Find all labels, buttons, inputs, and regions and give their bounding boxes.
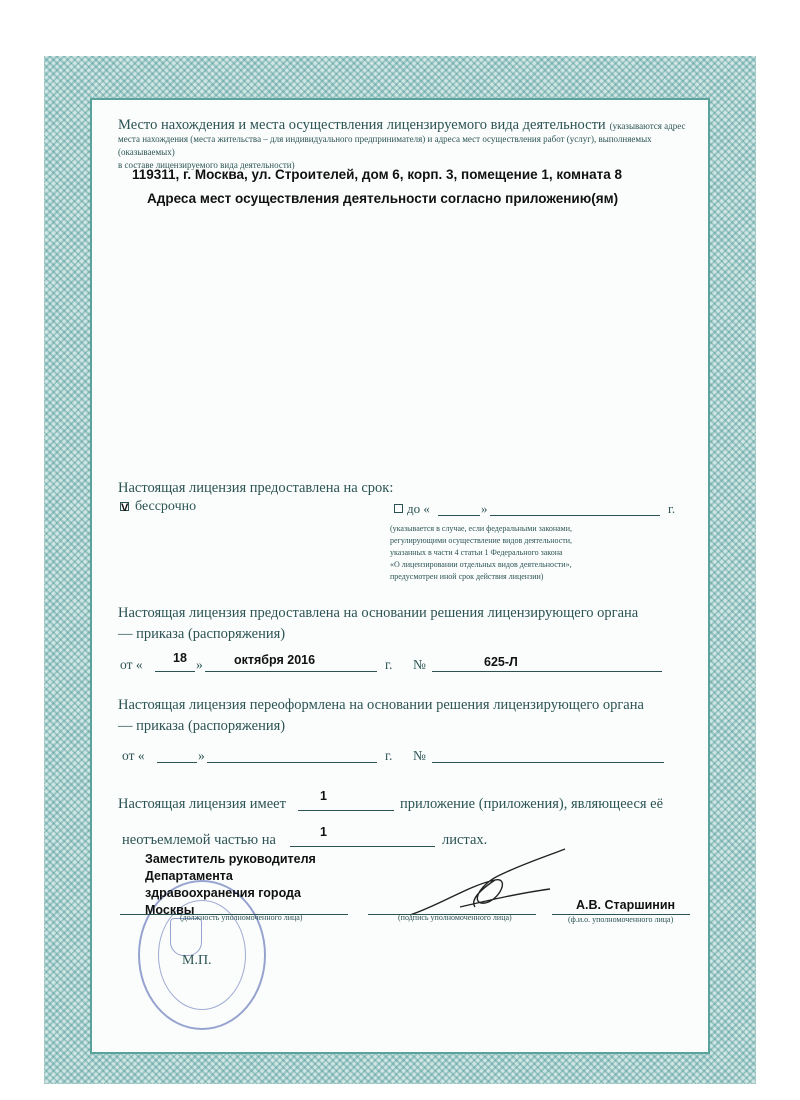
- reissue-label-1: Настоящая лицензия переоформлена на основании решения лицензирующего органа: [118, 697, 644, 713]
- basis-close-quote: »: [196, 657, 203, 672]
- basis-month-year: октября 2016: [234, 653, 316, 667]
- term-footnote: [390, 523, 650, 583]
- position-line-3: здравоохранения города: [145, 886, 301, 900]
- until-prefix: до «: [407, 501, 430, 516]
- reissue-day-line: [157, 762, 197, 763]
- term-footnote-3: указанных в части 4 статьи 1 Федерального закона: [390, 548, 563, 557]
- basis-day: 18: [173, 651, 187, 665]
- until-checkbox[interactable]: [394, 504, 403, 513]
- reissue-number-sign: №: [413, 748, 426, 763]
- basis-label-2: — приказа (распоряжения): [118, 626, 286, 642]
- term-footnote-5: предусмотрен иной срок действия лицензии): [390, 572, 544, 581]
- basis-from: от «: [120, 657, 143, 672]
- reissue-date-line: [207, 762, 377, 763]
- address-line: 119311, г. Москва, ул. Строителей, дом 6, корп. 3, помещение 1, комната 8: [132, 167, 623, 182]
- position-line-2: Департамента: [145, 869, 233, 883]
- position-caption: (должность уполномоченного лица): [180, 913, 303, 922]
- until-suffix: г.: [668, 501, 676, 516]
- basis-day-line: [155, 671, 195, 672]
- appendix-line-2-suffix: листах.: [442, 832, 488, 848]
- header-note-2: места нахождения (места жительства – для индивидуального предпринимателя) и адреса мест осуществления работ (услуг), выполняемых (оказываемых): [118, 134, 652, 157]
- header-title: Место нахождения и места осуществления лицензируемого вида деятельности: [118, 117, 606, 133]
- appendix-count: 1: [320, 789, 327, 803]
- indefinite-label: бессрочно: [135, 499, 197, 514]
- reissue-from: от «: [122, 748, 145, 763]
- basis-number-line: [432, 671, 662, 672]
- position-line-1: Заместитель руководителя: [145, 852, 316, 866]
- coat-of-arms-icon: [170, 918, 202, 956]
- basis-label-1: Настоящая лицензия предоставлена на основании решения лицензирующего органа: [118, 605, 639, 621]
- appendix-line-1-prefix: Настоящая лицензия имеет: [118, 796, 286, 812]
- term-footnote-1: (указывается в случае, если федеральными законами,: [390, 524, 573, 533]
- until-mid: »: [481, 501, 488, 516]
- reissue-number-line: [432, 762, 664, 763]
- appendix-line-2-prefix: неотъемлемой частью на: [122, 832, 276, 848]
- reissue-year-suffix: г.: [385, 748, 393, 763]
- term-label: Настоящая лицензия предоставлена на срок:: [118, 480, 394, 496]
- until-date-line: [490, 515, 660, 516]
- appendix-count-line: [298, 810, 394, 811]
- appendix-line-1-suffix: приложение (приложения), являющееся её: [400, 796, 664, 812]
- reissue-close-quote: »: [198, 748, 205, 763]
- reissue-label: [118, 695, 644, 737]
- header-note-3: в составе лицензируемого вида деятельности): [118, 160, 295, 170]
- appendix-address-note: Адреса мест осуществления деятельности согласно приложению(ям): [147, 191, 619, 206]
- stamp-place-label: М.П.: [182, 953, 212, 968]
- basis-label: [118, 603, 638, 645]
- signatory-position: [145, 851, 316, 919]
- signatory-name: А.В. Старшинин: [576, 898, 676, 912]
- reissue-label-2: — приказа (распоряжения): [118, 718, 286, 734]
- basis-number-sign: №: [413, 657, 426, 672]
- check-mark: V: [121, 502, 129, 514]
- name-caption: (ф.и.о. уполномоченного лица): [568, 915, 674, 924]
- header-note-1: (указываются адрес: [609, 121, 686, 131]
- header-block: [118, 118, 708, 172]
- term-footnote-4: «О лицензировании отдельных видов деятельности»,: [390, 560, 572, 569]
- appendix-sheets: 1: [320, 825, 327, 839]
- term-footnote-2: регулирующими осуществление видов деятельности,: [390, 536, 573, 545]
- position-line-4: Москвы: [145, 903, 195, 917]
- sign-caption: (подпись уполномоченного лица): [398, 913, 512, 922]
- basis-year-suffix: г.: [385, 657, 393, 672]
- until-day-line: [438, 515, 480, 516]
- basis-month-line: [205, 671, 377, 672]
- basis-number: 625-Л: [484, 655, 518, 669]
